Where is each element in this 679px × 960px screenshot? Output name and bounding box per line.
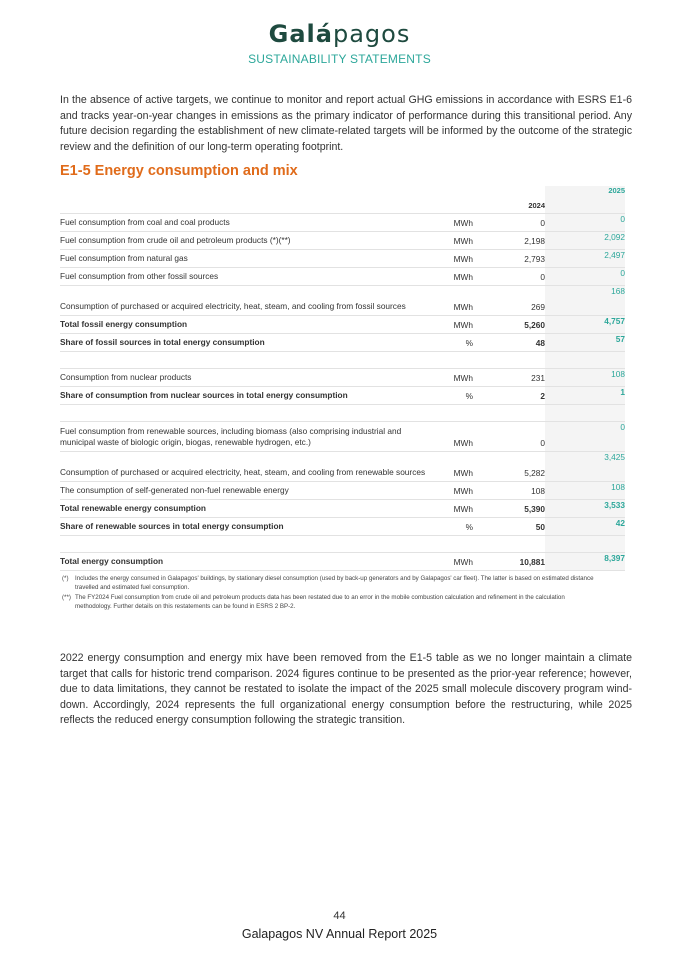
section-heading: E1-5 Energy consumption and mix xyxy=(60,163,298,179)
table-row-total xyxy=(60,500,625,518)
row-value-2025: 108 xyxy=(545,482,625,499)
table-spacer xyxy=(60,352,625,369)
row-value-2024: 5,260 xyxy=(524,320,545,330)
table-row xyxy=(60,214,625,232)
section-title: SUSTAINABILITY STATEMENTS xyxy=(248,52,431,66)
row-unit: MWh xyxy=(453,254,473,264)
col-header-2024: 2024 xyxy=(528,201,545,210)
row-unit: MWh xyxy=(453,486,473,496)
row-unit: MWh xyxy=(453,302,473,312)
row-value-2025: 2,092 xyxy=(545,232,625,249)
table-row xyxy=(60,232,625,250)
row-value-2024: 2,793 xyxy=(524,254,545,264)
row-unit: % xyxy=(465,522,473,532)
row-unit: MWh xyxy=(453,373,473,383)
row-value-2024: 5,282 xyxy=(524,468,545,478)
row-value-2024: 5,390 xyxy=(524,504,545,514)
row-value-2024: 2,198 xyxy=(524,236,545,246)
row-label: Fuel consumption from natural gas xyxy=(60,253,188,263)
table-row-total xyxy=(60,387,625,405)
row-value-2025: 3,533 xyxy=(545,500,625,517)
row-label: Consumption from nuclear products xyxy=(60,372,192,382)
row-value-2025: 3,425 xyxy=(545,452,625,481)
table-row xyxy=(60,452,625,482)
row-value-2025: 0 xyxy=(545,268,625,285)
row-value-2024: 48 xyxy=(535,338,545,348)
logo-bold-part: Galá xyxy=(268,20,333,48)
table-row xyxy=(60,482,625,500)
table-row-total xyxy=(60,334,625,352)
row-value-2024: 0 xyxy=(540,438,545,448)
row-value-2024: 50 xyxy=(535,522,545,532)
row-unit: MWh xyxy=(453,236,473,246)
row-unit: MWh xyxy=(453,504,473,514)
row-value-2025: 4,757 xyxy=(545,316,625,333)
table-row xyxy=(60,268,625,286)
row-value-2025: 0 xyxy=(545,214,625,231)
table-row xyxy=(60,250,625,268)
row-value-2025: 108 xyxy=(545,369,625,386)
table-row xyxy=(60,369,625,387)
table-row-grand-total xyxy=(60,553,625,571)
row-value-2025: 168 xyxy=(545,286,625,315)
row-label: Fuel consumption from crude oil and petroleum products (*)(**) xyxy=(60,235,291,245)
footnote-marker: (**) xyxy=(62,594,71,601)
row-value-2025: 1 xyxy=(545,387,625,404)
footnote-text: Includes the energy consumed in Galapagos' buildings, by stationary diesel consumption (used by back-up generators and by Galapagos' car fleet). The latter is based on estimated distance travelled and estimated fuel consumption. xyxy=(75,575,594,591)
row-value-2024: 231 xyxy=(531,373,545,383)
row-label: Total fossil energy consumption xyxy=(60,319,188,329)
row-value-2024: 2 xyxy=(540,391,545,401)
row-value-2024: 0 xyxy=(540,272,545,282)
closing-paragraph: 2022 energy consumption and energy mix have been removed from the E1-5 table as we no longer maintain a climate target that calls for historic trend comparison. 2024 figures continue to be presented as the prior-year reference; however, due to data limitations, they cannot be restated to isolate the impact of the 2025 small molecule discovery program wind-down. Accordingly, 2024 represents the full organizational energy consumption before the restructuring, while 2025 reflects the reduced energy consumption following the strategic transition. xyxy=(60,652,632,726)
row-value-2025: 42 xyxy=(545,518,625,535)
footnote-text: The FY2024 Fuel consumption from crude oil and petroleum products data has been restated due to an error in the mobile combustion calculation and refinement in the calculation methodology. Further details on this restatements can be found in ESRS 2 BP-2. xyxy=(75,594,565,610)
row-label: Share of fossil sources in total energy consumption xyxy=(60,337,265,347)
row-value-2024: 0 xyxy=(540,218,545,228)
row-value-2024: 10,881 xyxy=(519,557,545,567)
row-unit: MWh xyxy=(453,438,473,448)
row-label: The consumption of self-generated non-fuel renewable energy xyxy=(60,485,289,495)
table-spacer xyxy=(60,405,625,422)
table-row xyxy=(60,422,625,452)
row-unit: % xyxy=(465,338,473,348)
row-value-2024: 108 xyxy=(531,486,545,496)
row-value-2025: 2,497 xyxy=(545,250,625,267)
footnote xyxy=(62,594,602,611)
table-row-total xyxy=(60,316,625,334)
row-value-2024: 269 xyxy=(531,302,545,312)
row-value-2025: 0 xyxy=(545,422,625,451)
table-row-total xyxy=(60,518,625,536)
row-label: Total renewable energy consumption xyxy=(60,503,206,513)
row-unit: % xyxy=(465,391,473,401)
table-header-row xyxy=(60,186,625,214)
intro-paragraph: In the absence of active targets, we continue to monitor and report actual GHG emissions in accordance with ESRS E1-6 and tracks year-on-year changes in emissions as the primary indicator of performance during this transitional period. Any future decision regarding the establishment of new climate-related targets will be informed by the outcome of the strategic review and the definition of our long-term operating footprint. xyxy=(60,94,632,153)
report-title-footer: Galapagos NV Annual Report 2025 xyxy=(241,927,438,941)
row-label: Consumption of purchased or acquired electricity, heat, steam, and cooling from fossil sources xyxy=(60,301,406,311)
row-label: Fuel consumption from other fossil sources xyxy=(60,271,219,281)
row-label: Total energy consumption xyxy=(60,556,164,566)
row-unit: MWh xyxy=(453,218,473,228)
footnote xyxy=(62,575,602,592)
row-label: Fuel consumption from renewable sources, including biomass (also comprising industrial and municipal waste of biologic origin, biogas, renewable hydrogen, etc.) xyxy=(60,426,402,447)
row-unit: MWh xyxy=(453,272,473,282)
table-spacer xyxy=(60,536,625,553)
row-value-2025: 57 xyxy=(545,334,625,351)
row-label: Consumption of purchased or acquired electricity, heat, steam, and cooling from renewable sources xyxy=(60,467,426,477)
company-logo xyxy=(0,20,679,48)
row-unit: MWh xyxy=(453,468,473,478)
row-label: Share of consumption from nuclear sources in total energy consumption xyxy=(60,390,348,400)
row-label: Share of renewable sources in total energy consumption xyxy=(60,521,284,531)
footnote-marker: (*) xyxy=(62,575,69,582)
row-unit: MWh xyxy=(453,557,473,567)
table-row xyxy=(60,286,625,316)
page-number: 44 xyxy=(333,910,346,922)
row-label: Fuel consumption from coal and coal products xyxy=(60,217,230,227)
energy-table xyxy=(60,186,625,571)
footnotes xyxy=(62,575,602,613)
logo-rest-part: pagos xyxy=(332,20,411,48)
row-unit: MWh xyxy=(453,320,473,330)
row-value-2025: 8,397 xyxy=(545,553,625,570)
col-header-2025: 2025 xyxy=(545,186,625,213)
